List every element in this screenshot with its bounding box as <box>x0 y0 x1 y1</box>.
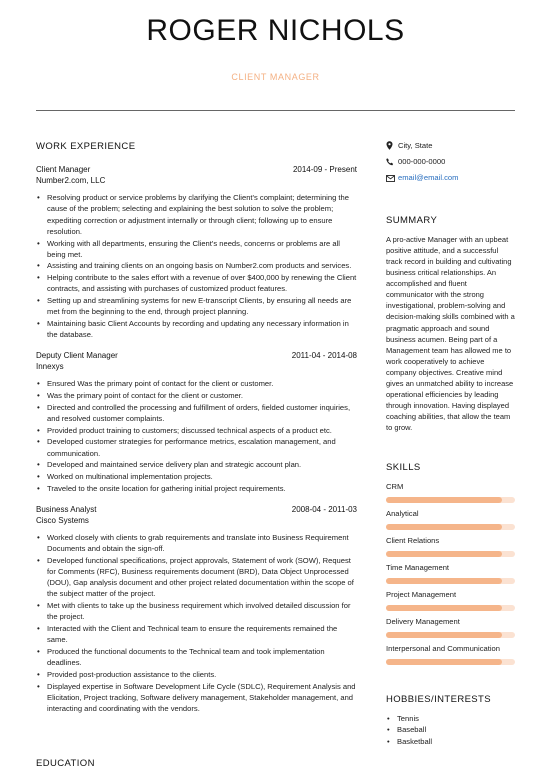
skill-bar <box>386 632 515 638</box>
bullet-item: • Provided post-production assistance to the clients. <box>47 669 357 680</box>
bullet-item: • Directed and controlled the processing and fulfillment of orders, fielded customer inquiries, and resolved customer complaints. <box>47 402 357 424</box>
job-entry <box>36 504 357 714</box>
phone-text: 000-000-0000 <box>398 157 446 167</box>
job-entry <box>36 350 357 494</box>
contact-phone <box>386 156 516 167</box>
summary-heading: SUMMARY <box>386 214 438 226</box>
bullet-item: • Met with clients to take up the business requirement which involved detailed discussion for the project. <box>47 600 357 622</box>
skill-item <box>386 643 516 665</box>
skill-bar <box>386 578 515 584</box>
skill-item <box>386 481 516 503</box>
skill-item <box>386 562 516 584</box>
job-title: Deputy Client Manager <box>36 351 118 361</box>
bullet-item: • Worked closely with clients to grab requirements and translate into Business Requirement Documents and obtain the sign-off. <box>47 532 357 554</box>
contact-email[interactable] <box>386 172 516 183</box>
bullet-item: • Resolving product or service problems by clarifying the Client's complaint; determining the cause of the problem; selecting and explaining the best solution to solve the problem; expediting correction or adjustment internally or through client; following up to ensure resolution. <box>47 192 357 237</box>
skill-bar-fill <box>386 524 502 530</box>
job-bullets <box>36 192 357 340</box>
bullet-item: • Was the primary point of contact for the client or customer. <box>47 390 357 401</box>
skill-item <box>386 535 516 557</box>
bullet-item: • Working with all departments, ensuring the Client's needs, concerns or problems are all being met. <box>47 238 357 260</box>
bullet-item: • Worked on multinational implementation projects. <box>47 471 357 482</box>
skill-label: Interpersonal and Communication <box>386 643 500 653</box>
bullet-item: • Maintaining basic Client Accounts by recording and updating any necessary information in the database. <box>47 318 357 340</box>
candidate-role: CLIENT MANAGER <box>231 72 320 82</box>
bullet-item: • Developed customer strategies for performance metrics, escalation management, and communication. <box>47 436 357 458</box>
skill-bar-fill <box>386 659 502 665</box>
job-title: Client Manager <box>36 165 91 175</box>
job-dates: 2014-09 - Present <box>292 165 357 175</box>
right-column <box>386 140 516 747</box>
skill-bar <box>386 524 515 530</box>
skill-label: Project Management <box>386 589 457 599</box>
location-pin-icon <box>386 141 398 150</box>
skill-label: Client Relations <box>386 535 440 545</box>
bullet-item: • Assisting and training clients on an ongoing basis on Number2.com products and services. <box>47 260 357 271</box>
bullet-item: • Displayed expertise in Software Development Life Cycle (SDLC), Requirement Analysis and Elicitation, Project tracking, Software delivery management, Stakeholder management, and interacting and coordinating with the vendors. <box>47 681 357 715</box>
skill-label: Analytical <box>386 508 419 518</box>
bullet-item: • Helping contribute to the sales effort with a revenue of over $400,000 by renewing the Client contracts, and assisting with purchases of customized product features. <box>47 272 357 294</box>
bullet-item: • Setting up and streamlining systems for new E-transcript Clients, by ensuring all needs are met from the beginning to the end, through project planning. <box>47 295 357 317</box>
skill-label: Delivery Management <box>386 616 460 626</box>
skill-bar <box>386 497 515 503</box>
header-divider <box>36 110 515 111</box>
job-dates: 2011-04 - 2014-08 <box>291 351 357 361</box>
email-link[interactable]: email@email.com <box>398 173 459 183</box>
skill-item <box>386 616 516 638</box>
bullet-item: • Produced the functional documents to the Technical team and took implementation deadlines. <box>47 646 357 668</box>
skill-bar <box>386 659 515 665</box>
hobby-item: • Tennis <box>397 713 516 725</box>
job-bullets <box>36 532 357 714</box>
envelope-icon <box>386 175 398 182</box>
candidate-name: ROGER NICHOLS <box>146 14 405 47</box>
job-dates: 2008-04 - 2011-03 <box>291 504 357 514</box>
hobby-item: • Basketball <box>397 736 516 748</box>
location-text: City, State <box>398 141 433 150</box>
skill-item <box>386 508 516 530</box>
education-heading: EDUCATION <box>36 758 95 769</box>
skill-label: Time Management <box>386 562 450 572</box>
skill-label: CRM <box>386 481 404 491</box>
bullet-item: • Developed functional specifications, project approvals, Statement of work (SOW), Request for Comments (RFC), Business requirements document (BRD), Data Object Unprocessed (DOU), Gap analysis document and other project related documentation within the scope of the subject matter of the project. <box>47 555 357 600</box>
job-entry <box>36 164 357 340</box>
skill-bar-fill <box>386 632 502 638</box>
skill-bar-fill <box>386 578 502 584</box>
contact-location <box>386 140 516 151</box>
skill-bar-fill <box>386 605 502 611</box>
phone-icon <box>386 158 398 166</box>
job-company: Number2.com, LLC <box>36 176 106 186</box>
hobbies-heading: HOBBIES/INTERESTS <box>386 693 491 705</box>
bullet-item: • Developed and maintained service delivery plan and strategic account plan. <box>47 459 357 470</box>
skill-bar-fill <box>386 497 502 503</box>
skill-item <box>386 589 516 611</box>
skills-heading: SKILLS <box>386 461 421 473</box>
bullet-item: • Provided product training to customers; discussed technical aspects of a product etc. <box>47 425 357 436</box>
skill-bar <box>386 605 515 611</box>
bullet-item: • Interacted with the Client and Technical team to ensure the requirements remained the same. <box>47 623 357 645</box>
hobbies-list <box>386 713 516 748</box>
summary-text: A pro-active Manager with an upbeat positive attitude, and a successful track record in building and cultivating business critical relationships. An accomplished and fluent communicator with the strong investigational, problem-solving and decision-making skills combined with a pragmatic approach and sound business acumen. Being part of a Management team has allowed me to work cooperatively to achieve company objectives. Creative mind gives an unmatched ability to increase operational efficiencies by leading through innovation. Having displayed coaching abilities, that allow the team to grow. <box>386 234 515 433</box>
skills-list <box>386 481 516 665</box>
job-company: Innexys <box>36 362 64 372</box>
hobby-item: • Baseball <box>397 724 516 736</box>
bullet-item: • Ensured Was the primary point of contact for the client or customer. <box>47 378 357 389</box>
job-title: Business Analyst <box>36 504 97 514</box>
skill-bar <box>386 551 515 557</box>
job-bullets <box>36 378 357 494</box>
bullet-item: • Traveled to the onsite location for gathering initial project requirements. <box>47 483 357 494</box>
skill-bar-fill <box>386 551 502 557</box>
job-company: Cisco Systems <box>36 515 89 525</box>
left-column <box>36 141 357 724</box>
work-experience-heading: WORK EXPERIENCE <box>36 141 136 152</box>
